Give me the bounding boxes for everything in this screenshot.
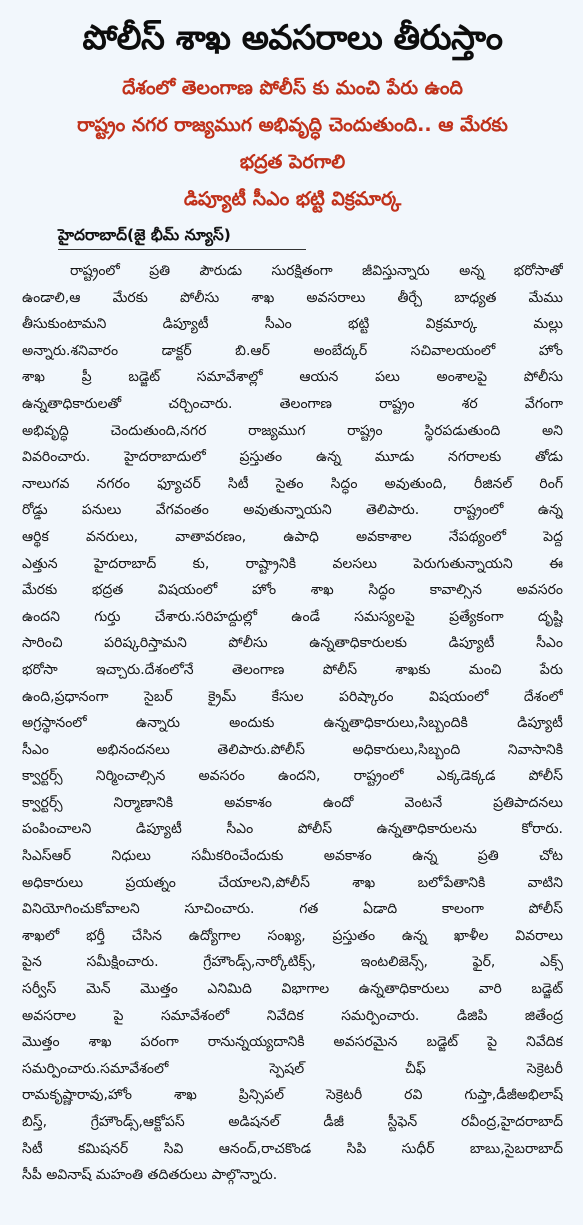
dateline: హైదరాబాద్(జై భీమ్ న్యూస్) xyxy=(58,226,231,244)
body-line: ఎత్తున హైదరాబాద్ కు, రాష్ట్రానికి వలసలు పెరుగుతున్నాయని ఈ xyxy=(22,555,563,572)
subhead-2: రాష్ట్రం నగర రాజ్యముగ అభివృద్ధి చెందుతుంది.. ఆ మేరకు xyxy=(77,114,508,136)
body-line: తీసుకుంటామని డిప్యూటీ సీఎం భట్టి విక్రమార్క మల్లు xyxy=(22,316,563,333)
body-line: అగ్రస్థానంలో ఉన్నారు అందుకు ఉన్నతాధికారులు,సిబ్బందికి డిప్యూటీ xyxy=(22,715,563,732)
body-line: ఉన్నతాధికారులతో చర్చించారు. తెలంగాణ రాష్ట్రం శర వేగంగా xyxy=(22,395,563,412)
body-line: సిటీ కమిషనర్ సివి ఆనంద్,రాచకొండ సిపి సుధీర్ బాబు,సైబరాబాద్ xyxy=(22,1140,563,1157)
article-body xyxy=(22,258,563,1189)
body-line: అవసరాల పై సమావేశంలో నివేదిక సమర్పించారు. డిజిపి జితేంద్ర xyxy=(22,1007,563,1024)
body-line: శాఖ ప్రీ బడ్జెట్ సమావేశాల్లో ఆయన పలు అంశాలపై పోలీసు xyxy=(22,369,563,386)
body-line: శాఖలో భర్తీ చేసిన ఉద్యోగాల సంఖ్య, ప్రస్తుతం ఉన్న ఖాళీల వివరాలు xyxy=(22,927,563,944)
body-line: క్వార్టర్స్ నిర్మాణానికి అవకాశం ఉందో వెంటనే ప్రతిపాదనలు xyxy=(22,794,563,811)
body-line: రోడ్డు పనులు వేగవంతం అవుతున్నాయని తెలిపారు. రాష్ట్రంలో ఉన్న xyxy=(22,502,563,519)
body-line: పైన సమీక్షించారు. గ్రేహౌండ్స్,నార్కోటిక్స్, ఇంటలిజెన్స్, ఫైర్, ఎక్స్ xyxy=(22,954,563,971)
body-line: భరోసా ఇచ్చారు.దేశంలోనే తెలంగాణ పోలీస్ శాఖకు మంచి పేరు xyxy=(22,661,563,678)
body-line: ఉంది,ప్రధానంగా సైబర్ క్రైమ్ కేసుల పరిష్కారం విషయంలో దేశంలో xyxy=(22,688,563,705)
subheads xyxy=(22,70,563,218)
subhead-1: దేశంలో తెలంగాణ పోలీస్ కు మంచి పేరు ఉంది xyxy=(122,77,463,99)
body-line: ఉందని గుర్తు చేశారు.సరిహద్దుల్లో ఉండే సమస్యలపై ప్రత్యేకంగా దృష్టి xyxy=(22,608,563,625)
body-line: సమర్పించారు.సమావేశంలో స్పెషల్ చీఫ్ సెక్రెటరీ xyxy=(22,1060,563,1077)
body-line: సీఎం అభినందనలు తెలిపారు.పోలీస్ అధికారులు,సిబ్బంది నివాసానికి xyxy=(22,741,563,758)
body-line: పంపించాలని డిప్యూటీ సీఎం పోలీస్ ఉన్నతాధికారులను కోరారు. xyxy=(22,821,563,838)
body-line: రామకృష్ణారావు,హోం శాఖ ప్రిన్సిపల్ సెక్రెటరీ రవి గుప్తా,డీజీఅభిలాష్ xyxy=(22,1087,563,1104)
dateline-underline xyxy=(58,249,306,250)
body-line: అధికారులు ప్రయత్నం చేయాలని,పోలీస్ శాఖ బలోపేతానికి వాటిని xyxy=(22,874,563,891)
body-line: ఉండాలి,ఆ మేరకు పోలీసు శాఖ అవసరాలు తీర్చే బాధ్యత మేము xyxy=(22,289,563,306)
body-line: నాలుగవ నగరం ఫ్యూచర్ సిటీ సైతం సిద్ధం అవుతుంది, రీజినల్ రింగ్ xyxy=(22,475,563,492)
body-line: మేరకు భద్రత విషయంలో హోం శాఖ సిద్ధం కావాల్సిన అవసరం xyxy=(22,582,563,599)
subhead-4: డిప్యూటీ సీఎం భట్టి విక్రమార్క xyxy=(183,188,402,210)
body-line: బిస్త్, గ్రేహౌండ్స్,ఆక్టోపస్ అడిషనల్ డీజీ స్టీఫెన్ రవీంద్ర,హైదరాబాద్ xyxy=(22,1114,563,1130)
body-line: సారించి పరిష్కరిస్తామని పోలీసు ఉన్నతాధికారులకు డిప్యూటీ సీఎం xyxy=(22,635,563,652)
subhead-3: భద్రత పెరగాలి xyxy=(239,151,346,173)
body-line: వివరించారు. హైదరాబాదులో ప్రస్తుతం ఉన్న మూడు నగరాలకు తోడు xyxy=(22,449,563,466)
body-line: మొత్తం శాఖ పరంగా రానున్నయ్యదానికి అవసరమైన బడ్జెట్ పై నివేదిక xyxy=(22,1034,563,1051)
body-line: క్వార్టర్స్ నిర్మించాల్సిన అవసరం ఉందని, రాష్ట్రంలో ఎక్కడెక్కడ పోలీస్ xyxy=(22,768,563,785)
body-line: అన్నారు.శనివారం డాక్టర్ బి.ఆర్ అంబేద్కర్ సచివాలయంలో హోం xyxy=(22,342,563,359)
body-line: వినియోగించుకోవాలని సూచించారు. గత ఏడాది కాలంగా పోలీస్ xyxy=(22,901,563,918)
dateline-block xyxy=(58,224,306,250)
body-line: అభివృద్ధి చెందుతుంది,నగర రాజ్యముగ రాష్ట్రం స్థిరపడుతుంది అని xyxy=(22,422,563,439)
body-line: సీపీ అవినాష్ మహంతి తదితరులు పాల్గొన్నారు. xyxy=(22,1167,278,1184)
headline: పోలీస్ శాఖ అవసరాలు తీరుస్తాం xyxy=(82,18,503,58)
body-line: రాష్ట్రంలో ప్రతి పౌరుడు సురక్షితంగా జీవిస్తున్నారు అన్న భరోసాతో xyxy=(70,263,563,279)
body-line: సర్వీస్ మెన్ మొత్తం ఎనిమిది విభాగాల ఉన్నతాధికారులు వారి బడ్జెట్ xyxy=(22,981,563,998)
body-line: ఆర్థిక వనరులు, వాతావరణం, ఉపాధి అవకాశాల నేపథ్యంలో పెద్ద xyxy=(22,528,563,545)
body-line: సిఎస్ఆర్ నిధులు సమీకరించేందుకు అవకాశం ఉన్న ప్రతి చోట xyxy=(22,848,563,865)
